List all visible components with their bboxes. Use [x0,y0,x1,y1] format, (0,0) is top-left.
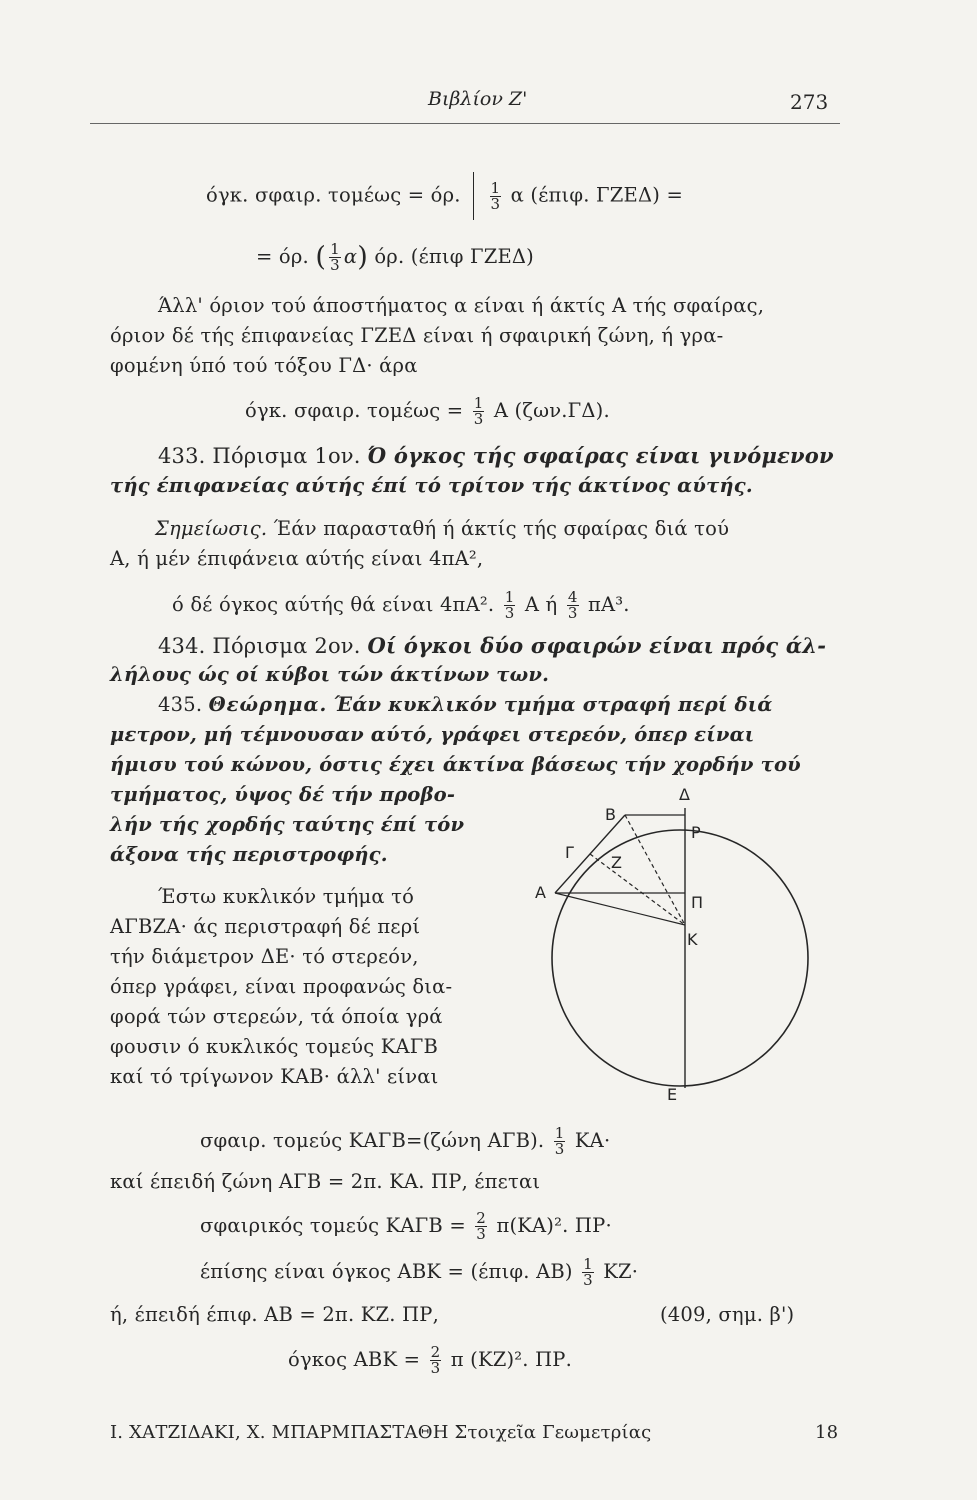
corollary-434: 434. Πόρισμα 2ον. Οί όγκοι δύο σφαιρών είναι πρός άλ- [158,633,827,658]
formula-line-7: έπίσης είναι όγκος ΑΒΚ = (έπιφ. ΑΒ) $\frac{1}{3}$ ΚΖ· [200,1255,639,1289]
text-line: μετρον, μή τέμνουσαν αύτό, γράφει στερεόν, όπερ είναι [110,723,755,746]
text-line: λήν τής χορδής ταύτης έπί τόν [110,813,465,836]
text-line: τής έπιφανείας αύτής έπί τό τρίτον τής άκτίνος αύτής. [110,474,753,497]
text-line: Έστω κυκλικόν τμήμα τό [158,885,415,908]
text-line: όριον δέ τής έπιφανείας ΓΖΕΔ είναι ή σφαιρική ζώνη, ή γρα- [110,324,724,347]
text-line: Α, ή μέν έπιφάνεια αύτής είναι 4πΑ², [110,547,484,570]
label-R: Ρ [691,823,701,842]
label-P: Π [691,893,704,912]
label-G: Γ [565,843,574,862]
text-line: ήμισυ τού κώνου, όστις έχει άκτίνα βάσεως τήν χορδήν τού [110,753,801,776]
segment-ZK [590,854,685,925]
signature-number: 18 [815,1422,839,1443]
footer-text: Ι. ΧΑΤΖΙΔΑΚΙ, Χ. ΜΠΑΡΜΠΑΣΤΑΘΗ Στοιχεῖα Γεωμετρίας [110,1422,652,1443]
label-B: Β [605,805,616,824]
text-line: όπερ γράφει, είναι προφανώς δια- [110,975,453,998]
segment-AK [555,893,685,925]
text-line: λήλους ώς οί κύβοι τών άκτίνων των. [110,663,550,686]
formula-line-5: σφαιρ. τομεύς ΚΑΓΒ=(ζώνη ΑΓΒ). $\frac{1}{3}$ ΚΑ· [200,1124,611,1158]
text-line: φομένη ύπό τού τόξου ΓΔ· άρα [110,354,418,377]
formula-line-2: = όρ. ( $\frac{1}{3}$ α) όρ. (έπιφ ΓΖΕΔ) [256,240,534,274]
formula-line-3: όγκ. σφαιρ. τομέως = $\frac{1}{3}$ Α (ζων.ΓΔ). [245,394,610,428]
circle-figure [525,780,825,1100]
text-line: τήν διάμετρον ΔΕ· τό στερεόν, [110,945,419,968]
formula-line-6: σφαιρικός τομεύς ΚΑΓΒ = $\frac{2}{3}$ π(ΚΑ)². ΠΡ· [200,1209,612,1243]
label-K: Κ [687,930,698,949]
page-number: 273 [790,90,829,114]
text-line: καί τό τρίγωνον ΚΑΒ· άλλ' είναι [110,1065,439,1088]
label-D: Δ [679,785,690,804]
text-line: καί έπειδή ζώνη ΑΓΒ = 2π. ΚΑ. ΠΡ, έπεται [110,1170,541,1193]
header-rule [90,123,840,124]
text-line: φουσιν ό κυκλικός τομεύς ΚΑΓΒ [110,1035,439,1058]
text-line: άξονα τής περιστροφής. [110,843,388,866]
text-line: φορά τών στερεών, τά όποία γρά [110,1005,443,1028]
text-line: Άλλ' όριον τού άποστήματος α είναι ή άκτίς Α τής σφαίρας, [158,294,765,317]
text-line: ΑΓΒΖΑ· άς περιστραφή δέ περί [110,915,421,938]
corollary-433: 433. Πόρισμα 1ον. Ό όγκος τής σφαίρας είναι γινόμενον [158,443,834,468]
theorem-435: 435. Θεώρημα. Έάν κυκλικόν τμήμα στραφή περί διά [158,693,773,716]
text-line: ή, έπειδή έπιφ. ΑΒ = 2π. ΚΖ. ΠΡ, [110,1303,439,1326]
circle [552,830,808,1086]
note-line: Σημείωσις. Έάν παρασταθή ή άκτίς τής σφαίρας διά τού [155,517,730,540]
formula-line-1: όγκ. σφαιρ. τομέως = όρ. $\frac{1}{3}$ α (έπιφ. ΓΖΕΔ) = [206,172,683,220]
reference: (409, σημ. β') [660,1303,795,1326]
formula-line-8: όγκος ΑΒΚ = $\frac{2}{3}$ π (ΚΖ)². ΠΡ. [288,1343,573,1377]
label-Z: Ζ [611,853,622,872]
text-line: τμήματος, ύψος δέ τήν προβο- [110,783,456,806]
label-E: Ε [667,1085,678,1100]
label-A: Α [535,883,546,902]
segment-BK [625,815,685,925]
running-header-title: Βιβλίον Ζ' [428,88,528,110]
formula-line-4: ό δέ όγκος αύτής θά είναι 4πΑ². $\frac{1}{3}$ Α ή $\frac{4}{3}$ πΑ³. [172,588,630,622]
